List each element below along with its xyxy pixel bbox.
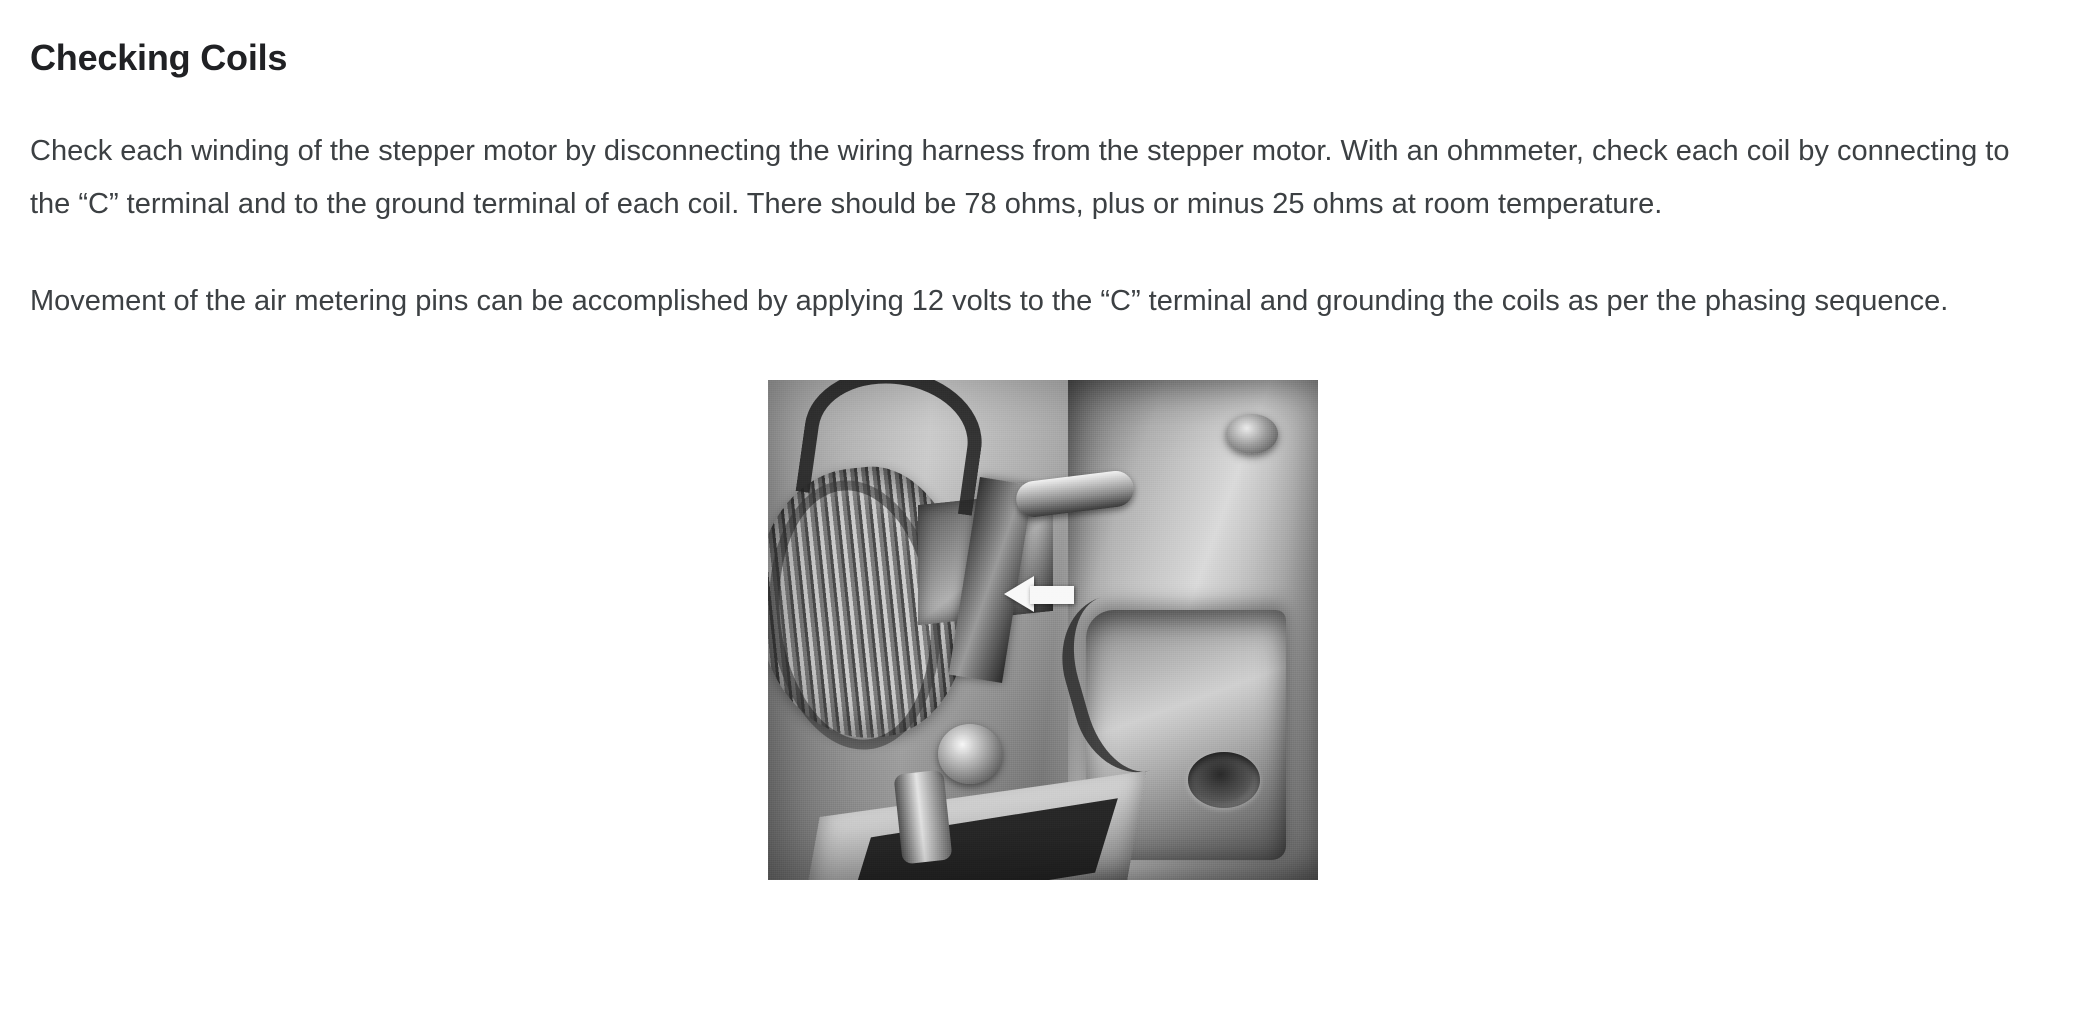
stepper-motor-photo bbox=[768, 380, 1318, 880]
photo-vignette bbox=[768, 380, 1318, 880]
page-title: Checking Coils bbox=[30, 37, 288, 78]
body-paragraph-1: Check each winding of the stepper motor by disconnecting the wiring harness from the stepper motor. With an ohmmeter, check each coil by connecting to the “C” terminal and to the ground terminal of each coil. There should be 78 ohms, plus or minus 25 ohms at room temperature. bbox=[30, 135, 2010, 221]
body-paragraph-2: Movement of the air metering pins can be accomplished by applying 12 volts to the “C” terminal and grounding the coils as per the phasing sequence. bbox=[30, 285, 1949, 318]
figure-container bbox=[30, 372, 2056, 880]
